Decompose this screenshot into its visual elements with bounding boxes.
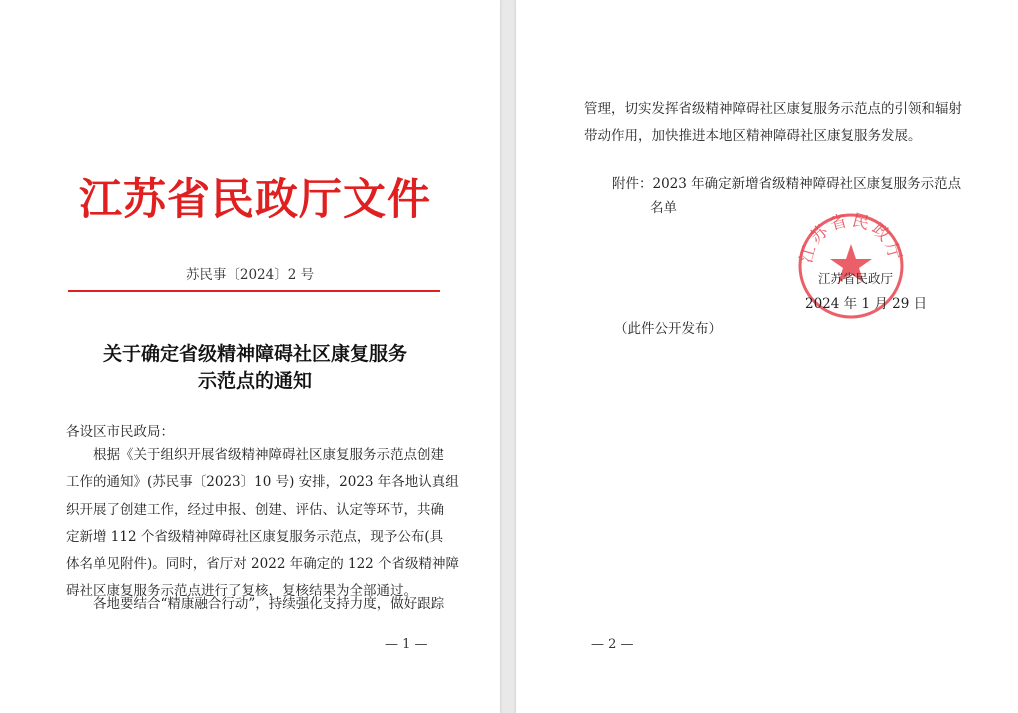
notice-title	[60, 341, 450, 395]
paragraph-line: 根据《关于组织开展省级精神障碍社区康复服务示范点创建	[66, 447, 444, 463]
page-number-2: — 2 —	[591, 637, 634, 652]
attachment-line-2: 名单	[650, 200, 677, 216]
paragraph-continuation	[584, 96, 962, 150]
paragraph-line: 碍社区康复服务示范点进行了复核，复核结果为全部通过。	[66, 583, 417, 600]
red-divider-line	[68, 290, 440, 292]
notice-title-line-1: 关于确定省级精神障碍社区康复服务	[102, 343, 407, 365]
notice-title-line-2: 示范点的通知	[197, 370, 312, 392]
attachment-note	[612, 172, 961, 220]
salutation: 各设区市民政局：	[66, 424, 174, 440]
issue-date: 2024 年 1 月 29 日	[805, 296, 928, 312]
publish-note: （此件公开发布）	[614, 321, 722, 337]
paragraph-1	[66, 442, 459, 606]
page-number-1: — 1 —	[385, 637, 428, 652]
paragraph-line: 织开展了创建工作，经过申报、创建、评估、认定等环节，共确	[66, 501, 444, 518]
document-page-1	[0, 0, 500, 713]
paragraph-line: 体名单见附件)。同时，省厅对 2022 年确定的 122 个省级精神障	[66, 556, 460, 573]
paragraph-line: 工作的通知》(苏民事〔2023〕10 号) 安排，2023 年各地认真组	[66, 474, 459, 491]
paragraph-2: 各地要结合“精康融合行动”，持续强化支持力度，做好跟踪	[66, 596, 445, 612]
issuing-authority: 江苏省民政厅	[818, 271, 894, 286]
document-number: 苏民事〔2024〕2 号	[185, 267, 315, 283]
paragraph-line: 管理，切实发挥省级精神障碍社区康复服务示范点的引领和辐射	[584, 101, 962, 117]
attachment-line-1: 附件：2023 年确定新增省级精神障碍社区康复服务示范点	[612, 176, 962, 192]
document-header-title: 江苏省民政厅文件	[79, 175, 431, 225]
svg-text:江苏省民政厅: 江苏省民政厅	[796, 210, 906, 266]
paragraph-line: 定新增 112 个省级精神障碍社区康复服务示范点，现予公布(具	[66, 528, 444, 545]
paragraph-line: 带动作用，加快推进本地区精神障碍社区康复服务发展。	[584, 128, 922, 144]
